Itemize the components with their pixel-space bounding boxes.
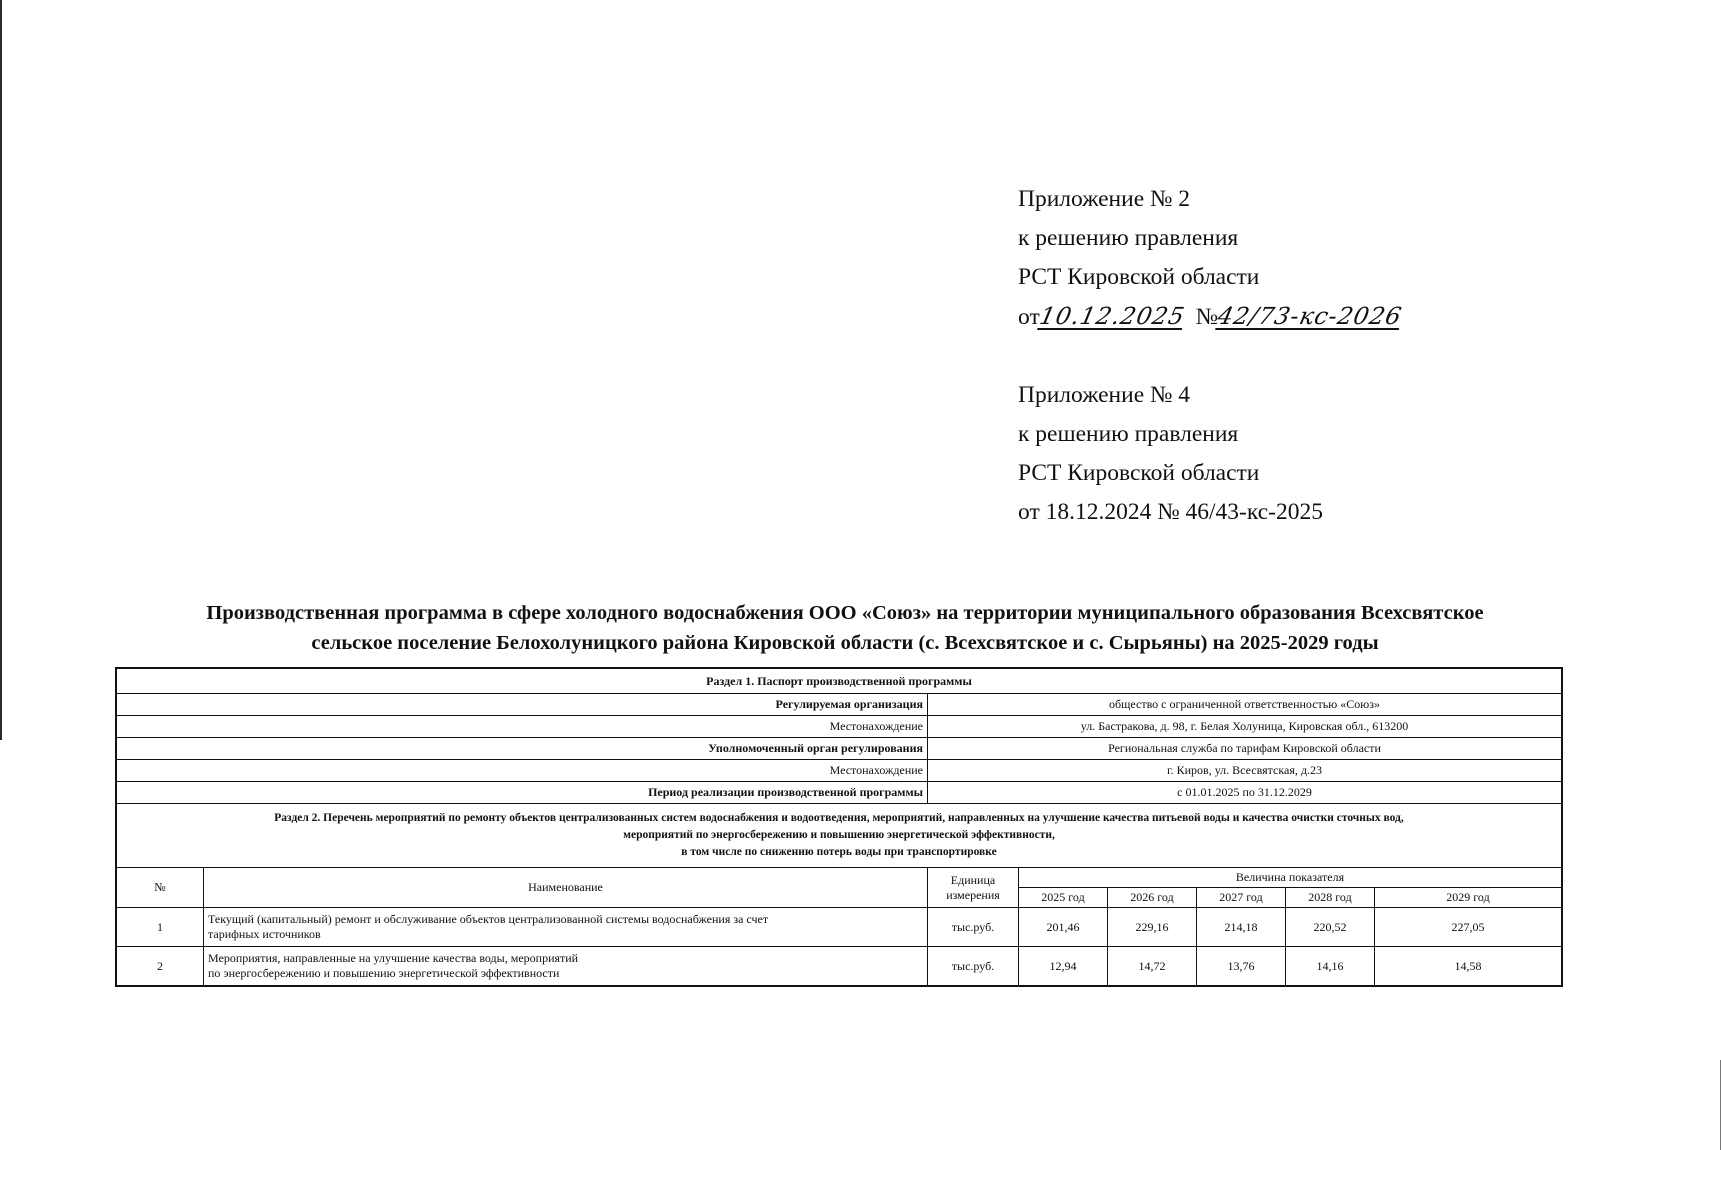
- handwritten-number: 42/73-кс-2026: [1215, 302, 1405, 330]
- row-name-line-1: Текущий (капитальный) ремонт и обслуживание объектов централизованной системы водоснабжения за счет: [208, 912, 769, 926]
- header-unit-line-2: измерения: [946, 887, 1000, 902]
- header-year: 2028 год: [1286, 888, 1375, 908]
- passport-value: Региональная служба по тарифам Кировской области: [928, 738, 1563, 760]
- header-num: №: [116, 868, 204, 908]
- header-year: 2027 год: [1197, 888, 1286, 908]
- passport-row: [116, 694, 1562, 716]
- passport-row: [116, 760, 1562, 782]
- appendix-2-prefix: от: [1018, 304, 1040, 330]
- row-value: 227,05: [1375, 908, 1563, 947]
- column-header-row: [116, 868, 1562, 888]
- row-value: 214,18: [1197, 908, 1286, 947]
- row-value: 220,52: [1286, 908, 1375, 947]
- section-2-heading-line-3: в том числе по снижению потерь воды при транспортировке: [681, 846, 997, 858]
- appendix-4-authority: РСТ Кировской области: [1018, 460, 1260, 486]
- appendix-2-block: [1018, 180, 1468, 337]
- section-1-heading: Раздел 1. Паспорт производственной программы: [116, 668, 1562, 694]
- section-2-heading: [116, 804, 1562, 868]
- section-2-heading-line-2: мероприятий по энергосбережению и повышению энергетической эффективности,: [623, 829, 1055, 841]
- appendix-4-decision: к решению правления: [1018, 421, 1239, 447]
- row-number: 1: [116, 908, 204, 947]
- row-value: 14,16: [1286, 947, 1375, 987]
- row-value: 229,16: [1108, 908, 1197, 947]
- appendix-2-date-line: [1018, 297, 1468, 337]
- appendix-4-block: [1018, 376, 1323, 532]
- row-unit: тыс.руб.: [928, 947, 1019, 987]
- passport-row: [116, 738, 1562, 760]
- row-name: [204, 908, 928, 947]
- passport-label: Местонахождение: [116, 716, 928, 738]
- passport-value: общество с ограниченной ответственностью «Союз»: [928, 694, 1563, 716]
- header-name: Наименование: [204, 868, 928, 908]
- row-unit: тыс.руб.: [928, 908, 1019, 947]
- document-title: [140, 598, 1550, 658]
- header-unit-line-1: Единица: [950, 872, 996, 887]
- document-title-line-1: Производственная программа в сфере холодного водоснабжения ООО «Союз» на территории муниципального образования Всехсвятское: [206, 602, 1484, 624]
- scan-left-edge: [0, 0, 2, 740]
- table-row: [116, 908, 1562, 947]
- appendix-2-number-label: №: [1195, 304, 1219, 330]
- row-value: 14,72: [1108, 947, 1197, 987]
- passport-row: [116, 716, 1562, 738]
- row-number: 2: [116, 947, 204, 987]
- passport-label: Уполномоченный орган регулирования: [116, 738, 928, 760]
- table-row: [116, 947, 1562, 987]
- row-value: 14,58: [1375, 947, 1563, 987]
- appendix-2-authority: РСТ Кировской области: [1018, 264, 1260, 290]
- row-name-line-1: Мероприятия, направленные на улучшение качества воды, мероприятий: [208, 951, 579, 965]
- row-name-line-2: тарифных источников: [208, 927, 321, 941]
- appendix-2-decision: к решению правления: [1018, 225, 1239, 251]
- row-value: 13,76: [1197, 947, 1286, 987]
- row-value: 12,94: [1019, 947, 1108, 987]
- header-year: 2026 год: [1108, 888, 1197, 908]
- passport-label: Местонахождение: [116, 760, 928, 782]
- handwritten-date: 10.12.2025: [1036, 302, 1188, 330]
- row-name: [204, 947, 928, 987]
- passport-label: Регулируемая организация: [116, 694, 928, 716]
- passport-label: Период реализации производственной программы: [116, 782, 928, 804]
- passport-value: ул. Бастракова, д. 98, г. Белая Холуница, Кировская обл., 613200: [928, 716, 1563, 738]
- section-2-heading-line-1: Раздел 2. Перечень мероприятий по ремонту объектов централизованных систем водоснабжения и водоотведения, мероприятий, направленных на улучшение качества питьевой воды и качества очистки сточных вод,: [274, 812, 1404, 824]
- passport-row: [116, 782, 1562, 804]
- appendix-2-title: Приложение № 2: [1018, 186, 1191, 212]
- appendix-4-date-line: от 18.12.2024 № 46/43-кс-2025: [1018, 499, 1323, 525]
- header-year: 2025 год: [1019, 888, 1108, 908]
- header-value-group: Величина показателя: [1019, 868, 1563, 888]
- header-year: 2029 год: [1375, 888, 1563, 908]
- passport-value: г. Киров, ул. Всесвятская, д.23: [928, 760, 1563, 782]
- document-title-line-2: сельское поселение Белохолуницкого района Кировской области (с. Всехсвятское и с. Сырьяны) на 2025-2029 годы: [311, 632, 1379, 654]
- row-value: 201,46: [1019, 908, 1108, 947]
- production-program-table: [115, 667, 1563, 987]
- passport-value: с 01.01.2025 по 31.12.2029: [928, 782, 1563, 804]
- row-name-line-2: по энергосбережению и повышению энергетической эффективности: [208, 966, 560, 980]
- appendix-4-title: Приложение № 4: [1018, 382, 1191, 408]
- header-unit: [928, 868, 1019, 908]
